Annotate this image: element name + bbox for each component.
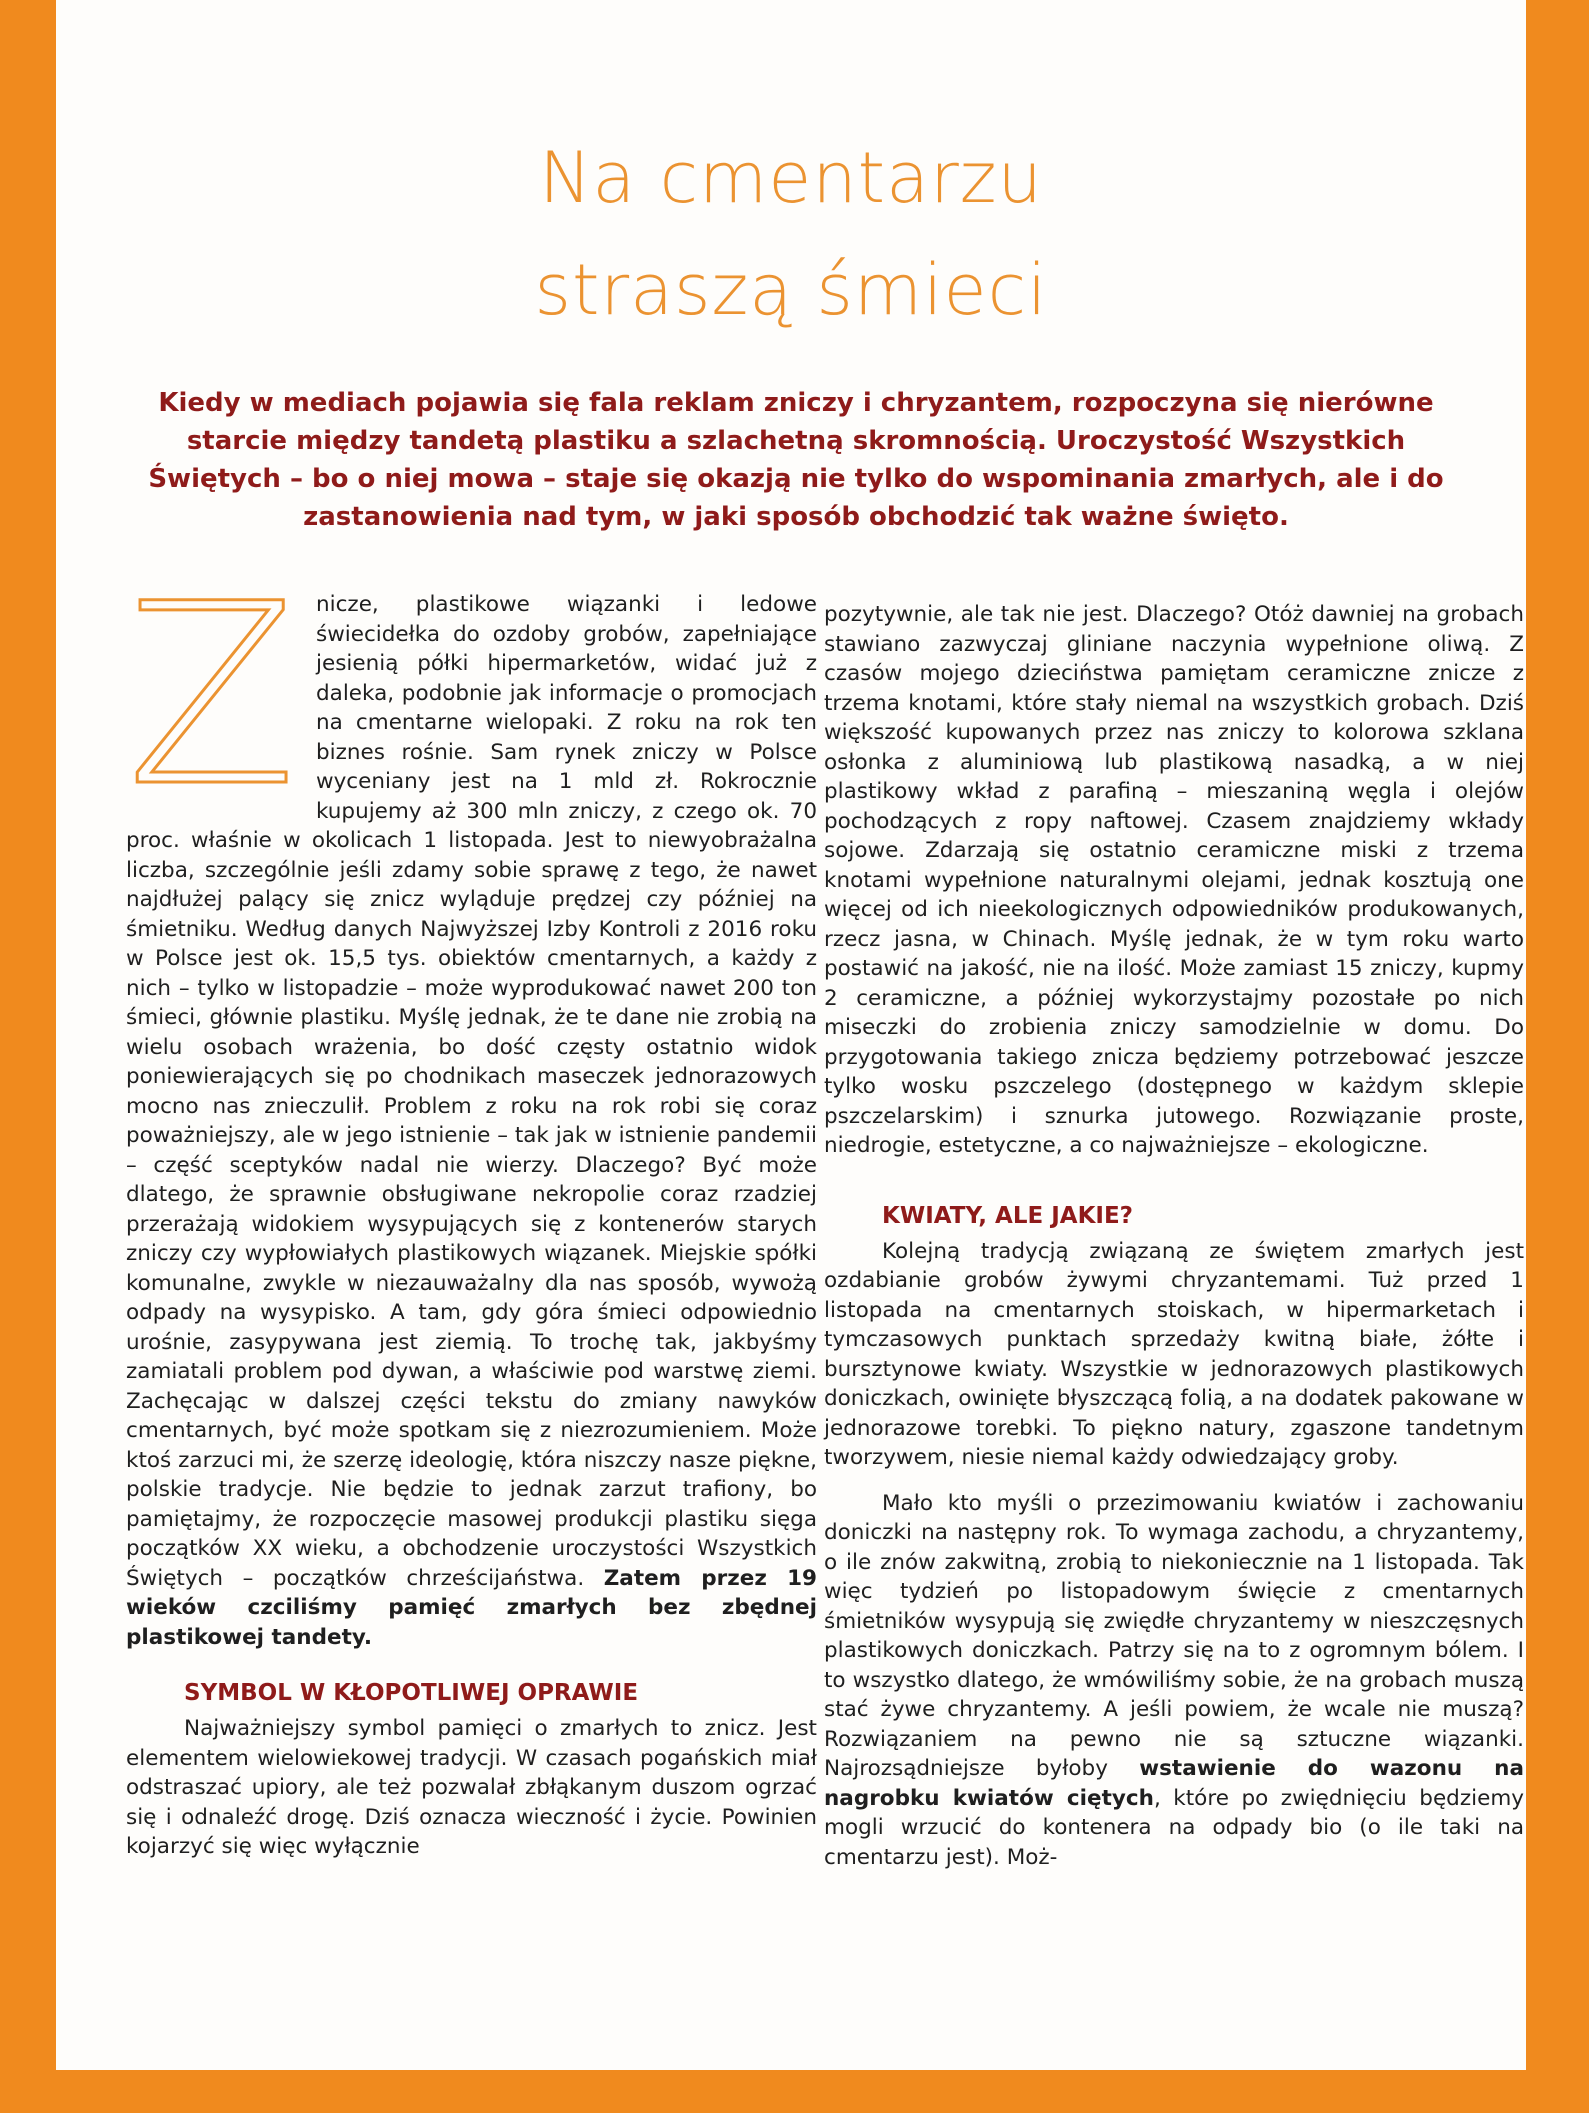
col2-bold-text: wstawienie do wazonu na nagrobku kwiatów ciętych: [824, 1756, 1524, 1811]
col1-text-1: nicze, plastikowe wiązanki i ledowe świecidełka do ozdoby grobów, zapełniające jesienią półki hipermarketów, widać już z daleka, podobnie jak informacje o promocjach na cmentarne wielopaki. Z roku na rok ten biznes rośnie. Sam rynek zniczy w Polsce wyceniany jest na 1 mld zł. Rokrocznie kupujemy aż 300 mln zniczy, z czego ok. 70 proc. właśnie w okolicach 1 listopada. Jest to niewyobrażalna liczba, szczególnie jeśli zdamy sobie sprawę z tego, że nawet najdłużej palący się znicz wyląduje prędzej czy później na śmietniku. Według danych Najwyższej Izby Kontroli z 2016 roku w Polsce jest ok. 15,5 tys. obiektów cmentarnych, a każdy z nich – tylko w listopadzie – może wyprodukować nawet 200 ton śmieci, głównie plastiku. Myślę jednak, że te dane nie zrobią na wielu osobach wrażenia, bo dość częsty ostatnio widok poniewierających się po chodnikach maseczek jednorazowych mocno nas znieczulił. Problem z roku na rok robi się coraz poważniejszy, ale w jego istnienie – tak jak w istnienie pandemii – część sceptyków nadal nie wierzy. Dlaczego? Być może dlatego, że sprawnie obsługiwane nekropolie coraz rzadziej przerażają widokiem wysypujących się z kontenerów starych zniczy czy wypłowiałych plastikowych wiązanek. Miejskie spółki komunalne, zwykle w niezauważalny dla nas sposób, wywożą odpady na wysypisko. A tam, gdy góra śmieci odpowiednio urośnie, zasypywana jest ziemią. To trochę tak, jakbyśmy zamiatali problem pod dywan, a właściwie pod warstwę ziemi. Zachęcając w dalszej części tekstu do zmiany nawyków cmentarnych, być może spotkam się z niezrozumieniem. Może ktoś zarzuci mi, że szerzę ideologię, która niszczy nasze piękne, polskie tradycje. Nie będzie to jednak zarzut trafiony, bo pamiętajmy, że rozpoczęcie masowej produkcji plastiku sięga początków XX wieku, a obchodzenie uroczystości Wszystkich Świętych – początków chrześcijaństwa.: [126, 592, 817, 1591]
col1-bold-text: Zatem przez 19 wieków czciliśmy pamięć zmarłych bez zbędnej plastikowej tandety.: [126, 1565, 817, 1650]
drop-cap-letter: Z: [126, 582, 298, 802]
column-right: [824, 600, 1524, 1872]
column-left: [126, 582, 817, 1862]
article-lead: Kiedy w mediach pojawia się fala reklam zniczy i chryzantem, rozpoczyna się nierówne starcie między tandetą plastiku a szlachetną skromnością. Uroczystość Wszystkich Świętych – bo o niej mowa – staje się okazją nie tylko do wspominania zmarłych, ale i do zastanowienia nad tym, w jaki sposób obchodzić tak ważne święto.: [148, 388, 1444, 532]
subheading-flowers: KWIATY, ALE JAKIE?: [882, 1202, 1134, 1229]
subheading-symbol: SYMBOL W KŁOPOTLIWEJ OPRAWIE: [184, 1680, 639, 1706]
drop-cap: [126, 582, 306, 802]
paragraph: Kolejną tradycją związaną ze świętem zmarłych jest ozdabianie grobów żywymi chryzantemami. Tuż przed 1 listopada na cmentarnych stoiskach, w hipermarketach i tymczasowych punktach sprzedaży kwitną białe, żółte i bursztynowe kwiaty. Wszystkie w jednorazowych plastikowych doniczkach, owinięte błyszczącą folią, a na dodatek pakowane w jednorazowe torebki. To piękno natury, zgaszone tandetnym tworzywem, niesie niemal każdy odwiedzający groby.: [824, 1238, 1524, 1470]
col2-text-3: Mało kto myśli o przezimowaniu kwiatów i zachowaniu doniczki na następny rok. To wymaga zachodu, a chryzantemy, o ile znów zakwitną, zrobią to niekoniecznie na 1 listopada. Tak więc tydzień po listopadowym święcie z cmentarnych śmietników wysypują się zwiędłe chryzantemy w nieszczęsnych plastikowych doniczkach. Patrzy się na to z ogromnym bólem. I to wszystko dlatego, że wmówiliśmy sobie, że na grobach muszą stać żywe chryzantemy. A jeśli powiem, że wcale nie muszą? Rozwiązaniem na pewno nie są sztuczne wiązanki. Najrozsądniejsze byłoby: [824, 1490, 1524, 1781]
title-line-2: straszą śmieci: [534, 249, 1048, 331]
paragraph: Najważniejszy symbol pamięci o zmarłych to znicz. Jest elementem wielowiekowej tradycji. W czasach pogańskich miał odstraszać upiory, ale też pozwalał zbłąkanym duszom ogrzać się i odnaleźć drogę. Dziś oznacza wieczność i życie. Powinien kojarzyć się więc wyłącznie: [126, 1716, 817, 1859]
title-line-1: Na cmentarzu: [539, 137, 1043, 219]
paragraph: [824, 1489, 1524, 1873]
paragraph: pozytywnie, ale tak nie jest. Dlaczego? Otóż dawniej na grobach stawiano zazwyczaj gliniane naczynia wypełnione oliwą. Z czasów mojego dzieciństwa pamiętam ceramiczne znicze z trzema knotami, które stały niemal na wszystkich grobach. Dziś większość kupowanych przez nas zniczy to kolorowa szklana osłonka z aluminiową lub plastikową nasadką, a w niej plastikowy wkład z parafiną – mieszaniną węgla i olejów pochodzących z ropy naftowej. Czasem znajdziemy wkłady sojowe. Zdarzają się ostatnio ceramiczne miski z trzema knotami wypełnione naturalnymi olejami, jednak kosztują one więcej od ich nieekologicznych odpowiedników produkowanych, rzecz jasna, w Chinach. Myślę jednak, że w tym roku warto postawić na jakość, nie na ilość. Może zamiast 15 zniczy, kupmy 2 ceramiczne, a później wykorzystajmy pozostałe po nich miseczki do zrobienia zniczy samodzielnie w domu. Do przygotowania takiego znicza będziemy potrzebować jeszcze tylko wosku pszczelego (dostępnego w każdym sklepie pszczelarskim) i sznurka jutowego. Rozwiązanie proste, niedrogie, estetyczne, a co najważniejsze – ekologiczne.: [824, 602, 1524, 1158]
magazine-page: [56, 0, 1526, 2070]
col2-text-3-end: , które po zwiędnięciu będziemy mogli wrzucić do kontenera na odpady bio (o ile taki na cmentarzu jest). Moż-: [824, 1785, 1524, 1870]
